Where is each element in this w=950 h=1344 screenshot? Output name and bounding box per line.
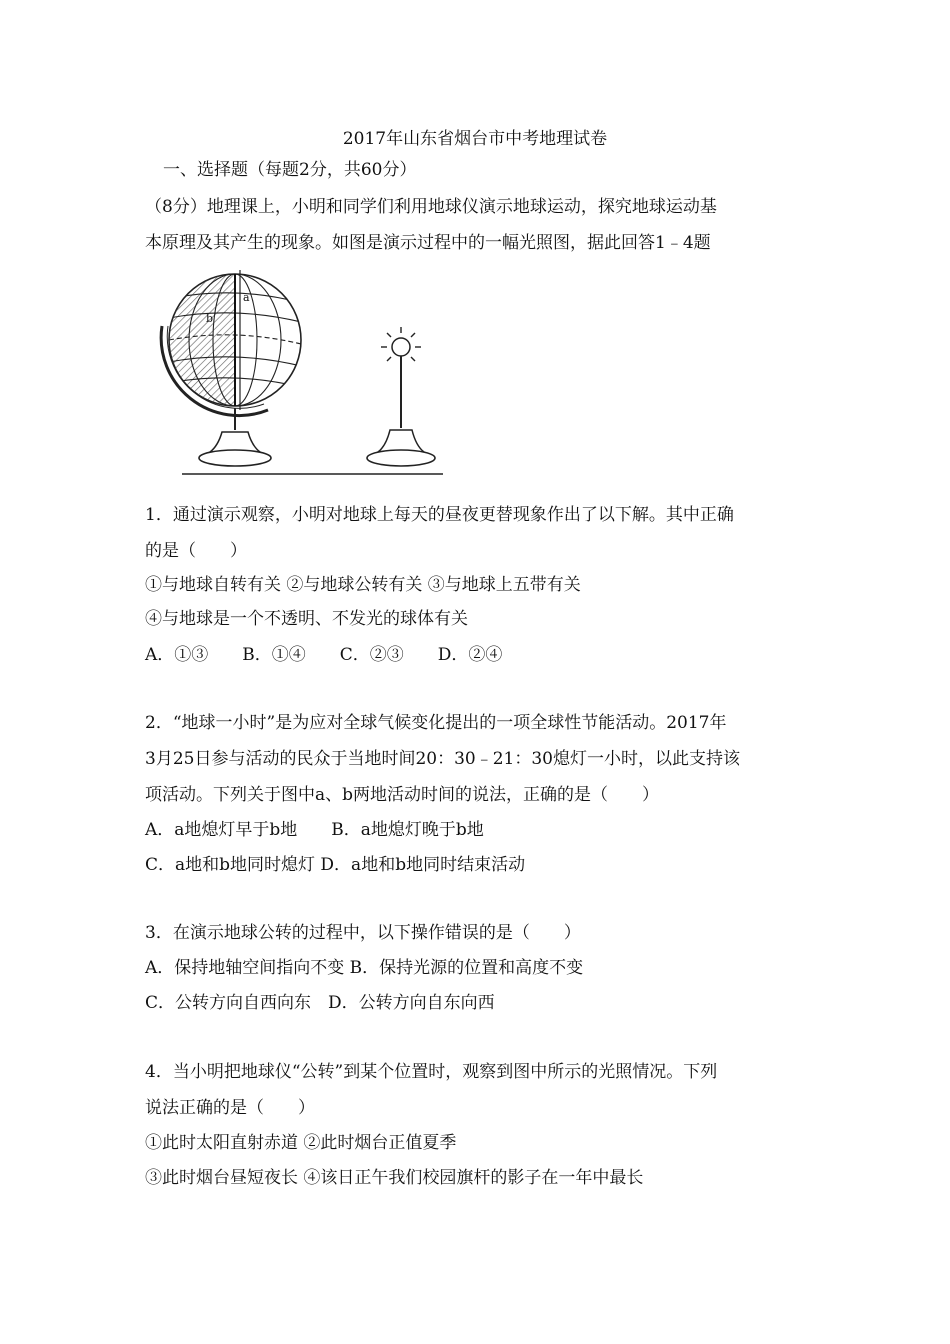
q1-options: A．①③ B．①④ C．②③ D．②④ (145, 645, 503, 665)
exam-title: 2017年山东省烟台市中考地理试卷 (342, 129, 608, 149)
q4-line-2: 说法正确的是（ ） (145, 1098, 315, 1118)
point-a-label: a (243, 291, 250, 304)
q1-line-1: 1．通过演示观察，小明对地球上每天的昼夜更替现象作出了以下解。其中正确 (145, 505, 734, 525)
q2-line-3: 项活动。下列关于图中a、b两地活动时间的说法，正确的是（ ） (145, 785, 660, 805)
intro-line-2: 本原理及其产生的现象。如图是演示过程中的一幅光照图，据此回答1﹣4题 (145, 233, 711, 253)
q1-line-2: 的是（ ） (145, 541, 247, 561)
q2-options-2: C．a地和b地同时熄灯 D．a地和b地同时结束活动 (145, 855, 526, 875)
q4-line-1: 4．当小明把地球仪“公转”到某个位置时，观察到图中所示的光照情况。下列 (145, 1062, 718, 1082)
q3-options-2: C．公转方向自西向东 D．公转方向自东向西 (145, 993, 495, 1013)
q2-line-2: 3月25日参与活动的民众于当地时间20：30﹣21：30熄灯一小时，以此支持该 (145, 749, 740, 769)
q1-item-2: ④与地球是一个不透明、不发光的球体有关 (145, 609, 468, 629)
q2-line-1: 2．“地球一小时”是为应对全球气候变化提出的一项全球性节能活动。2017年 (145, 713, 727, 733)
section-heading: 一、选择题（每题2分，共60分） (163, 160, 417, 180)
q3-line-1: 3．在演示地球公转的过程中，以下操作错误的是（ ） (145, 923, 581, 943)
q1-item-1: ①与地球自转有关 ②与地球公转有关 ③与地球上五带有关 (145, 575, 581, 595)
q4-item-2: ③此时烟台昼短夜长 ④该日正午我们校园旗杆的影子在一年中最长 (145, 1168, 644, 1188)
intro-line-1: （8分）地理课上，小明和同学们利用地球仪演示地球运动，探究地球运动基 (145, 197, 717, 217)
point-b-label: b (206, 312, 214, 325)
q2-options-1: A．a地熄灯早于b地 B．a地熄灯晚于b地 (145, 820, 484, 840)
q4-item-1: ①此时太阳直射赤道 ②此时烟台正值夏季 (145, 1133, 457, 1153)
sun-lamp (367, 327, 435, 466)
globe (148, 268, 301, 466)
globe-illumination-figure (148, 268, 448, 480)
q3-options-1: A．保持地轴空间指向不变 B．保持光源的位置和高度不变 (145, 958, 584, 978)
